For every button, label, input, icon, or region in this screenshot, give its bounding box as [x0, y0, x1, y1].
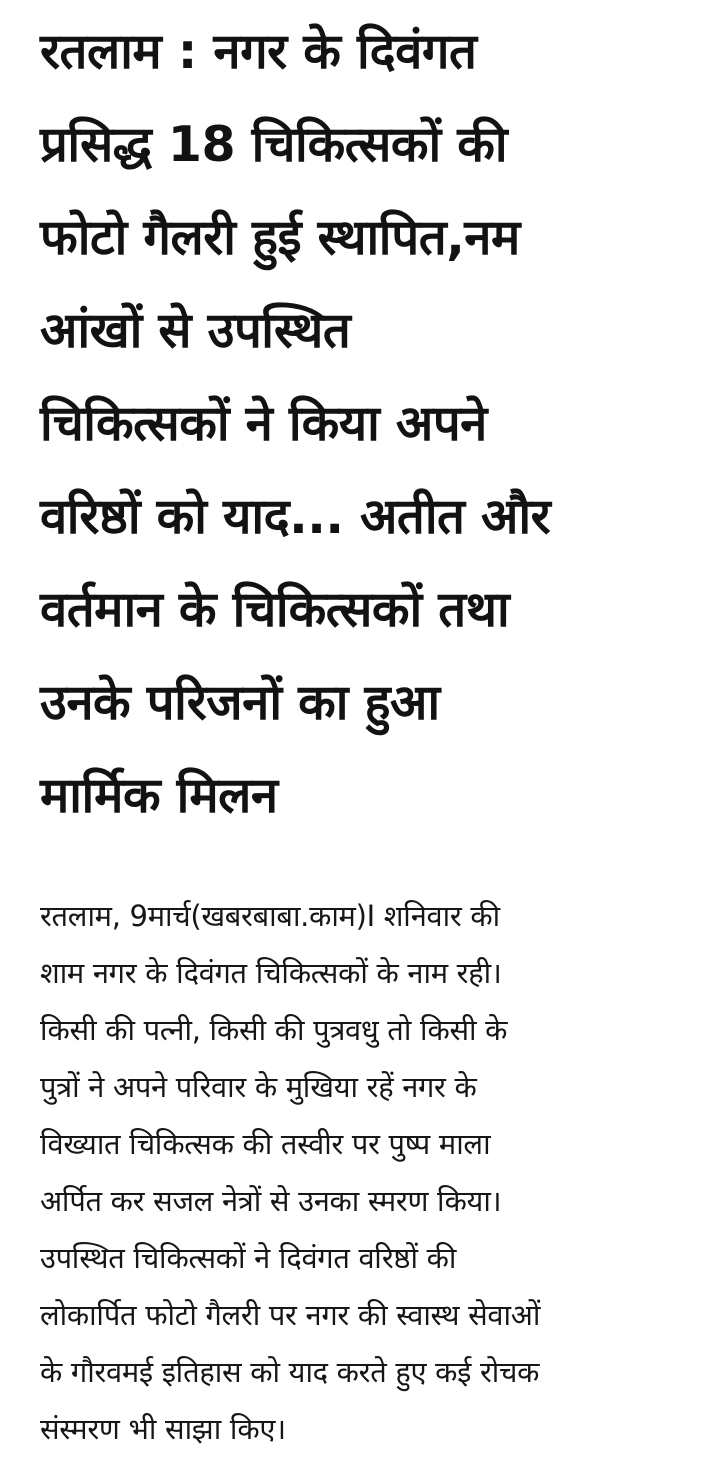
headline-line: उनके परिजनों का हुआ [40, 674, 440, 731]
body-line: शाम नगर के दिवंगत चिकित्सकों के नाम रही। [40, 956, 502, 990]
body-line: संस्मरण भी साझा किए। [40, 1412, 286, 1446]
headline-line: प्रसिद्ध 18 चिकित्सकों की [40, 116, 508, 173]
headline-line: आंखों से उपस्थित [40, 302, 351, 359]
body-line: अर्पित कर सजल नेत्रों से उनका स्मरण किया। [40, 1184, 502, 1218]
body-line: रतलाम, 9मार्च(खबरबाबा.काम)I शनिवार की [40, 899, 500, 933]
article-body [40, 888, 690, 1458]
headline [40, 5, 690, 842]
headline-line: चिकित्सकों ने किया अपने [40, 395, 487, 452]
headline-line: वरिष्ठों को याद... अतीत और [40, 488, 551, 545]
headline-line: मार्मिक मिलन [40, 767, 278, 824]
body-line: विख्यात चिकित्सक की तस्वीर पर पुष्प माला [40, 1127, 491, 1161]
headline-line: वर्तमान के चिकित्सकों तथा [40, 581, 510, 638]
headline-line: फोटो गैलरी हुई स्थापित,नम [40, 209, 520, 266]
body-line: पुत्रों ने अपने परिवार के मुखिया रहें नगर के [40, 1070, 477, 1104]
headline-line: रतलाम : नगर के दिवंगत [40, 23, 477, 80]
body-line: के गौरवमई इतिहास को याद करते हुए कई रोचक [40, 1355, 540, 1389]
body-line: लोकार्पित फोटो गैलरी पर नगर की स्वास्थ सेवाओं [40, 1298, 541, 1332]
body-line: उपस्थित चिकित्सकों ने दिवंगत वरिष्ठों की [40, 1241, 457, 1275]
body-line: किसी की पत्नी, किसी की पुत्रवधु तो किसी के [40, 1013, 508, 1047]
